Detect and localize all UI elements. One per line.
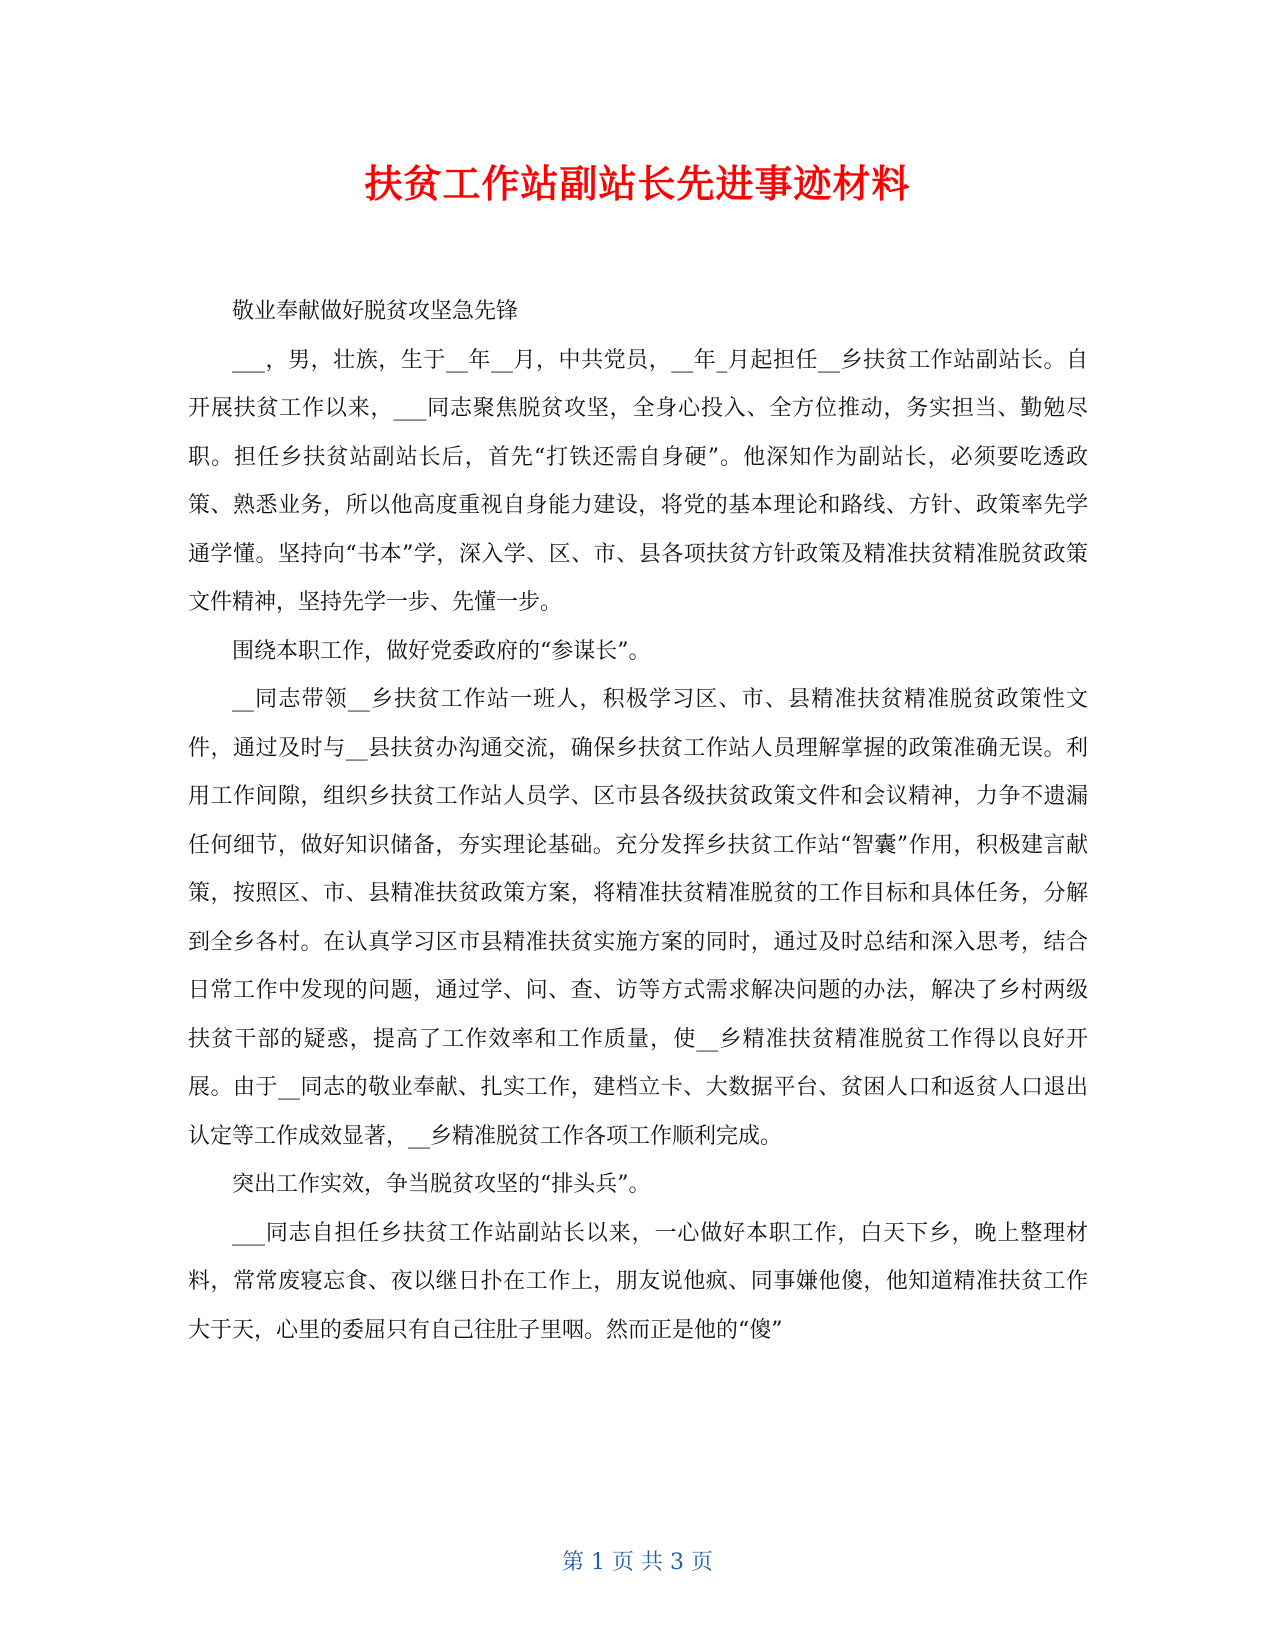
paragraph-subheading-1: 敬业奉献做好脱贫攻坚急先锋 xyxy=(232,299,519,324)
paragraph-subheading-3: 突出工作实效，争当脱贫攻坚的“排头兵”。 xyxy=(232,1172,651,1197)
paragraph-subheading-2: 围绕本职工作，做好党委政府的“参谋长”。 xyxy=(232,638,651,664)
paragraph-intro: ___，男，壮族，生于__年__月，中共党员，__年_月起担任__乡扶贫工作站副站长。自开展扶贫工作以来，___同志聚焦脱贫攻坚，全身心投入、全方位推动，务实担当、勤勉尽职。担任乡扶贫站副站长后，首先“打铁还需自身硬”。他深知作为副站长，必须要吃透政策、熟悉业务，所以他高度重视自身能力建设，将党的基本理论和路线、方针、政策率先学通学懂。坚持向“书本”学，深入学、区、市、县各项扶贫方针政策及精准扶贫精准脱贫政策文件精神，坚持先学一步、先懂一步。 xyxy=(188,347,1088,615)
document-body xyxy=(188,288,1088,1355)
document-title: 扶贫工作站副站长先进事迹材料 xyxy=(364,162,911,206)
page-footer: 第 1 页 共 3 页 xyxy=(562,1550,713,1575)
paragraph-results: ___同志自担任乡扶贫工作站副站长以来，一心做好本职工作，白天下乡，晚上整理材料，常常废寝忘食、夜以继日扑在工作上，朋友说他疯、同事嫌他傻，他知道精准扶贫工作大于天，心里的委屈只有自己往肚子里咽。然而正是他的“傻” xyxy=(188,1220,1088,1343)
paragraph-work-details: __同志带领__乡扶贫工作站一班人，积极学习区、市、县精准扶贫精准脱贫政策性文件，通过及时与__县扶贫办沟通交流，确保乡扶贫工作站人员理解掌握的政策准确无误。利用工作间隙，组织乡扶贫工作站人员学、区市县各级扶贫政策文件和会议精神，力争不遗漏任何细节，做好知识储备，夯实理论基础。充分发挥乡扶贫工作站“智囊”作用，积极建言献策，按照区、市、县精准扶贫政策方案，将精准扶贫精准脱贫的工作目标和具体任务，分解到全乡各村。在认真学习区市县精准扶贫实施方案的同时，通过及时总结和深入思考，结合日常工作中发现的问题，通过学、问、查、访等方式需求解决问题的办法，解决了乡村两级扶贫干部的疑惑，提高了工作效率和工作质量，使__乡精准扶贫精准脱贫工作得以良好开展。由于__同志的敬业奉献、扎实工作，建档立卡、大数据平台、贫困人口和返贫人口退出认定等工作成效显著，__乡精准脱贫工作各项工作顺利完成。 xyxy=(188,687,1088,1149)
